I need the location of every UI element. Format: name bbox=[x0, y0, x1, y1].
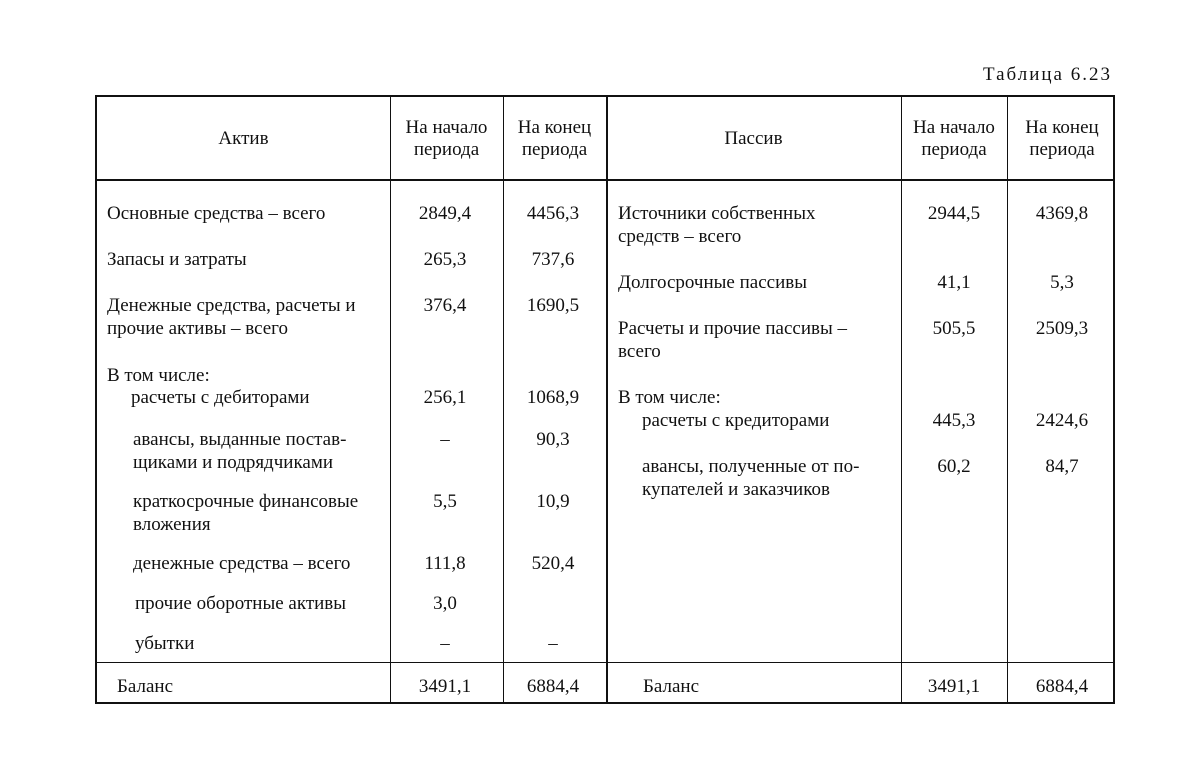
asset-end-value: 10,9 bbox=[536, 491, 570, 512]
asset-label: прочие оборотные активы bbox=[135, 593, 347, 614]
asset-end-value: 4456,3 bbox=[526, 203, 580, 224]
balance-divider bbox=[97, 662, 1113, 663]
asset-end-value: 1068,9 bbox=[526, 387, 580, 408]
asset-label: вложения bbox=[133, 514, 211, 535]
asset-label: расчеты с дебиторами bbox=[131, 387, 310, 408]
liability-start-value: 505,5 bbox=[932, 318, 976, 339]
asset-start-value: 2849,4 bbox=[418, 203, 472, 224]
liability-label: всего bbox=[618, 341, 661, 362]
header-start-right: На начало периода bbox=[913, 117, 995, 160]
asset-end-value: 90,3 bbox=[536, 429, 570, 450]
asset-start-value: 3,0 bbox=[433, 593, 457, 614]
balance-start-right: 3491,1 bbox=[927, 676, 981, 697]
header-start-left: На начало периода bbox=[405, 117, 488, 160]
liability-end-value: 5,3 bbox=[1050, 272, 1074, 293]
asset-label: Основные средства – всего bbox=[107, 203, 326, 224]
asset-start-value: 265,3 bbox=[423, 249, 467, 270]
asset-label: В том числе: bbox=[107, 365, 210, 386]
asset-start-value: 111,8 bbox=[424, 553, 466, 574]
asset-label: Денежные средства, расчеты и bbox=[107, 295, 356, 316]
header-passiv: Пассив bbox=[724, 128, 783, 149]
liability-label: авансы, полученные от по- bbox=[642, 456, 860, 477]
liability-start-value: 41,1 bbox=[937, 272, 971, 293]
asset-label: щиками и подрядчиками bbox=[133, 452, 334, 473]
header-end-right: На конец периода bbox=[1025, 117, 1099, 160]
asset-label: авансы, выданные постав- bbox=[133, 429, 347, 450]
liability-start-value: 60,2 bbox=[937, 456, 971, 477]
liability-label: расчеты с кредиторами bbox=[642, 410, 830, 431]
column-divider bbox=[606, 97, 608, 702]
asset-label: прочие активы – всего bbox=[107, 318, 288, 339]
balance-end-left: 6884,4 bbox=[526, 676, 580, 697]
asset-label: краткосрочные финансовые bbox=[133, 491, 359, 512]
asset-label: Запасы и затраты bbox=[107, 249, 247, 270]
balance-label-left: Баланс bbox=[117, 676, 174, 697]
asset-start-value: 5,5 bbox=[433, 491, 457, 512]
liability-label: Расчеты и прочие пассивы – bbox=[618, 318, 847, 339]
balance-table bbox=[95, 95, 1115, 704]
asset-label: убытки bbox=[135, 633, 195, 654]
liability-label: Источники собственных bbox=[618, 203, 816, 224]
balance-end-right: 6884,4 bbox=[1035, 676, 1089, 697]
liability-end-value: 2424,6 bbox=[1035, 410, 1089, 431]
asset-end-value: 737,6 bbox=[531, 249, 575, 270]
liability-label: средств – всего bbox=[618, 226, 742, 247]
header-aktiv: Актив bbox=[218, 128, 269, 149]
balance-label-right: Баланс bbox=[643, 676, 700, 697]
liability-end-value: 2509,3 bbox=[1035, 318, 1089, 339]
liability-start-value: 2944,5 bbox=[927, 203, 981, 224]
balance-start-left: 3491,1 bbox=[418, 676, 472, 697]
column-divider bbox=[1007, 97, 1008, 702]
asset-end-value: – bbox=[548, 633, 558, 654]
liability-end-value: 4369,8 bbox=[1035, 203, 1089, 224]
liability-end-value: 84,7 bbox=[1045, 456, 1079, 477]
asset-start-value: 256,1 bbox=[423, 387, 467, 408]
asset-start-value: – bbox=[440, 633, 450, 654]
table-caption: Таблица 6.23 bbox=[982, 64, 1112, 85]
asset-label: денежные средства – всего bbox=[133, 553, 351, 574]
liability-label: В том числе: bbox=[618, 387, 721, 408]
asset-end-value: 1690,5 bbox=[526, 295, 580, 316]
asset-start-value: 376,4 bbox=[423, 295, 467, 316]
asset-end-value: 520,4 bbox=[531, 553, 575, 574]
liability-label: Долгосрочные пассивы bbox=[618, 272, 807, 293]
liability-start-value: 445,3 bbox=[932, 410, 976, 431]
liability-label: купателей и заказчиков bbox=[642, 479, 830, 500]
column-divider bbox=[901, 97, 902, 702]
header-end-left: На конец периода bbox=[517, 117, 592, 160]
asset-start-value: – bbox=[440, 429, 450, 450]
